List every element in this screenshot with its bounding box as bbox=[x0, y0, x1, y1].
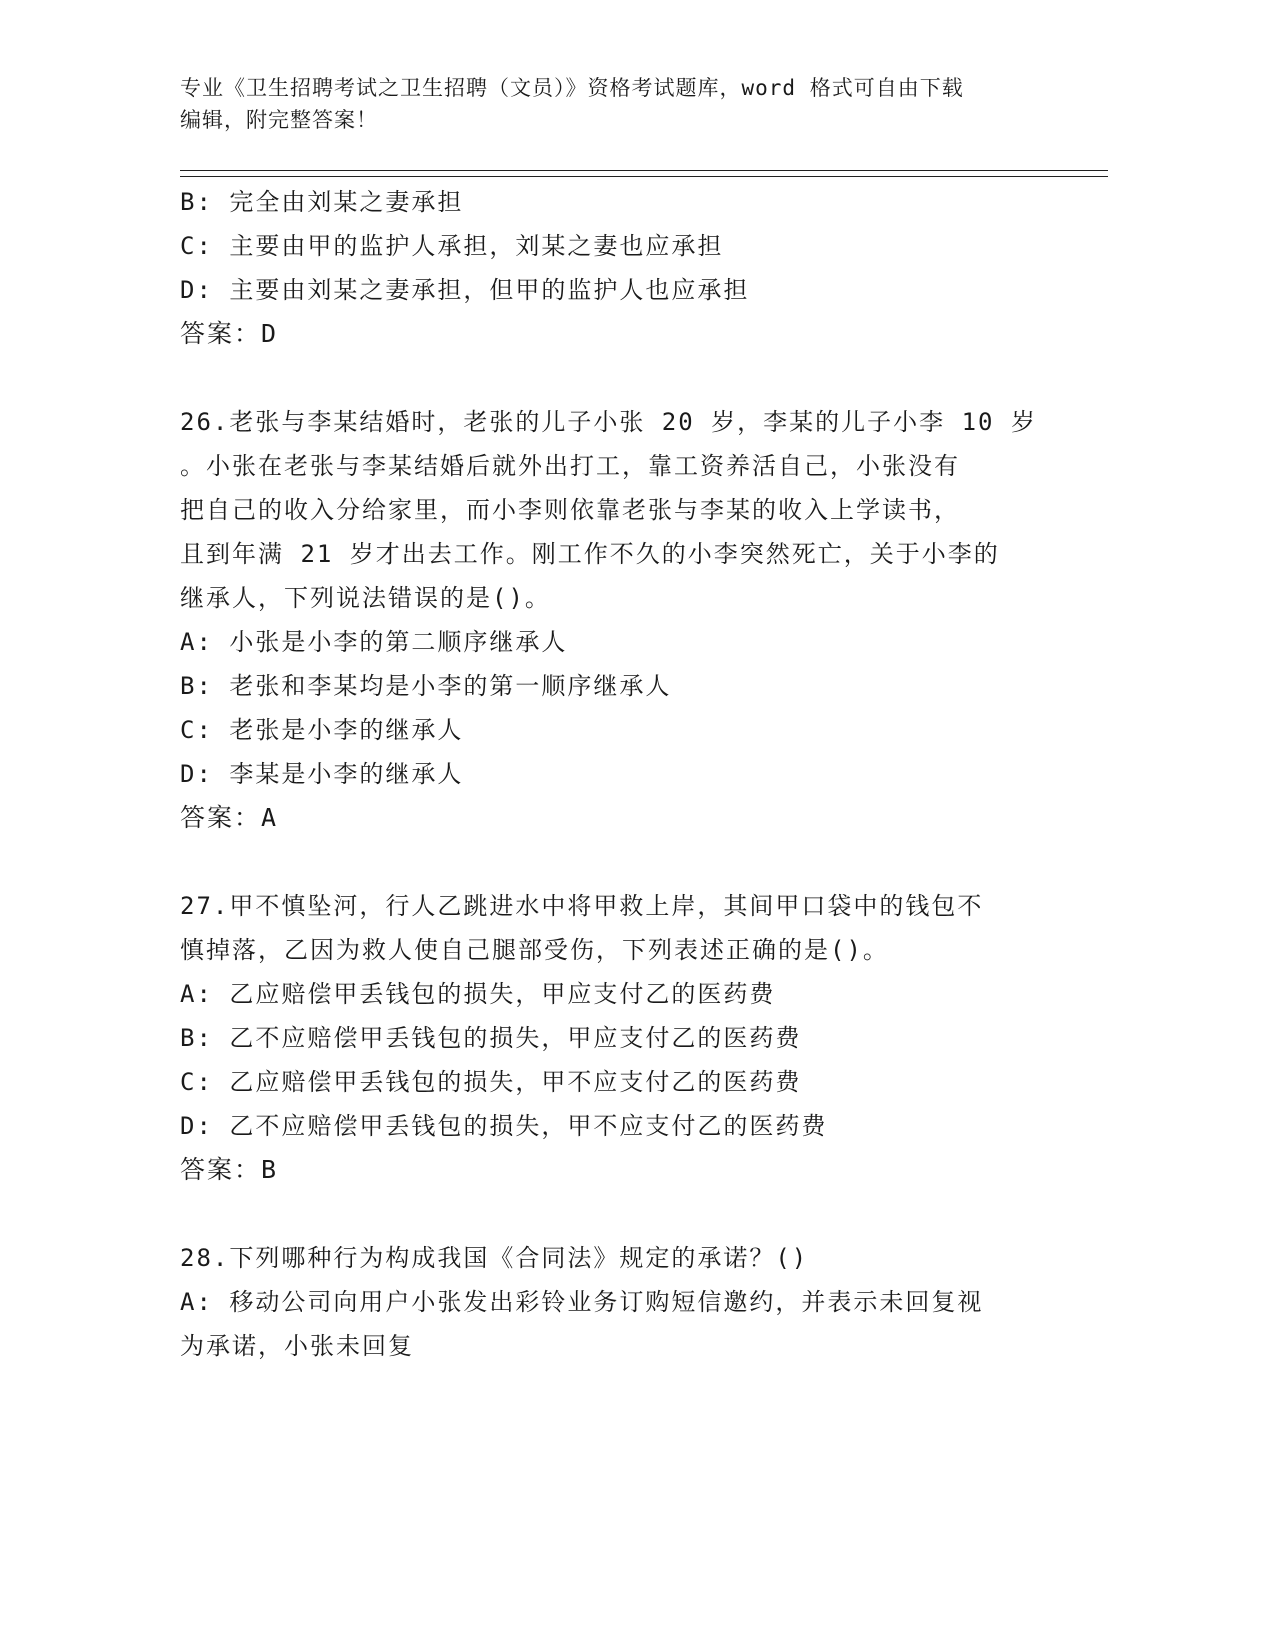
q26-option-b: B: 老张和李某均是小李的第一顺序继承人 bbox=[180, 672, 672, 700]
document-body bbox=[180, 180, 1040, 1368]
q25-option-c: C: 主要由甲的监护人承担，刘某之妻也应承担 bbox=[180, 232, 724, 260]
spacer bbox=[180, 356, 1040, 400]
q26-text-line: 把自己的收入分给家里，而小李则依靠老张与李某的收入上学读书， bbox=[180, 496, 960, 524]
spacer bbox=[180, 1192, 1040, 1236]
question-25 bbox=[180, 180, 1040, 356]
header-line-1: 专业《卫生招聘考试之卫生招聘（文员）》资格考试题库，word 格式可自由下载 bbox=[180, 76, 964, 100]
header-divider-top bbox=[180, 170, 1108, 171]
q26-option-a: A: 小张是小李的第二顺序继承人 bbox=[180, 628, 568, 656]
document-header bbox=[180, 72, 1080, 136]
q27-answer: 答案：B bbox=[180, 1155, 279, 1184]
q26-text-line: 。小张在老张与李某结婚后就外出打工，靠工资养活自己，小张没有 bbox=[180, 452, 960, 480]
q27-text-line: 27.甲不慎坠河，行人乙跳进水中将甲救上岸，其间甲口袋中的钱包不 bbox=[180, 892, 984, 920]
q28-text-line: 28.下列哪种行为构成我国《合同法》规定的承诺？() bbox=[180, 1244, 809, 1272]
q26-text-line: 且到年满 21 岁才出去工作。刚工作不久的小李突然死亡，关于小李的 bbox=[180, 540, 1000, 568]
q27-option-a: A: 乙应赔偿甲丢钱包的损失，甲应支付乙的医药费 bbox=[180, 980, 776, 1008]
q26-text-line: 26.老张与李某结婚时，老张的儿子小张 20 岁，李某的儿子小李 10 岁 bbox=[180, 408, 1037, 436]
q27-text-line: 慎掉落，乙因为救人使自己腿部受伤，下列表述正确的是()。 bbox=[180, 936, 889, 964]
q25-option-b: B: 完全由刘某之妻承担 bbox=[180, 188, 464, 216]
q28-option-a-line: 为承诺，小张未回复 bbox=[180, 1332, 414, 1360]
q27-option-c: C: 乙应赔偿甲丢钱包的损失，甲不应支付乙的医药费 bbox=[180, 1068, 802, 1096]
q26-option-c: C: 老张是小李的继承人 bbox=[180, 716, 464, 744]
q27-option-d: D: 乙不应赔偿甲丢钱包的损失，甲不应支付乙的医药费 bbox=[180, 1112, 828, 1140]
spacer bbox=[180, 840, 1040, 884]
q26-option-d: D: 李某是小李的继承人 bbox=[180, 760, 464, 788]
header-divider-bottom bbox=[180, 176, 1108, 177]
q28-option-a-line: A: 移动公司向用户小张发出彩铃业务订购短信邀约，并表示未回复视 bbox=[180, 1288, 984, 1316]
question-27 bbox=[180, 884, 1040, 1192]
question-28 bbox=[180, 1236, 1040, 1368]
q26-answer: 答案：A bbox=[180, 803, 279, 832]
q25-answer: 答案：D bbox=[180, 319, 279, 348]
q26-text-line: 继承人，下列说法错误的是()。 bbox=[180, 584, 551, 612]
q25-option-d: D: 主要由刘某之妻承担，但甲的监护人也应承担 bbox=[180, 276, 750, 304]
question-26 bbox=[180, 400, 1040, 840]
q27-option-b: B: 乙不应赔偿甲丢钱包的损失，甲应支付乙的医药费 bbox=[180, 1024, 802, 1052]
header-line-2: 编辑，附完整答案！ bbox=[180, 108, 378, 132]
